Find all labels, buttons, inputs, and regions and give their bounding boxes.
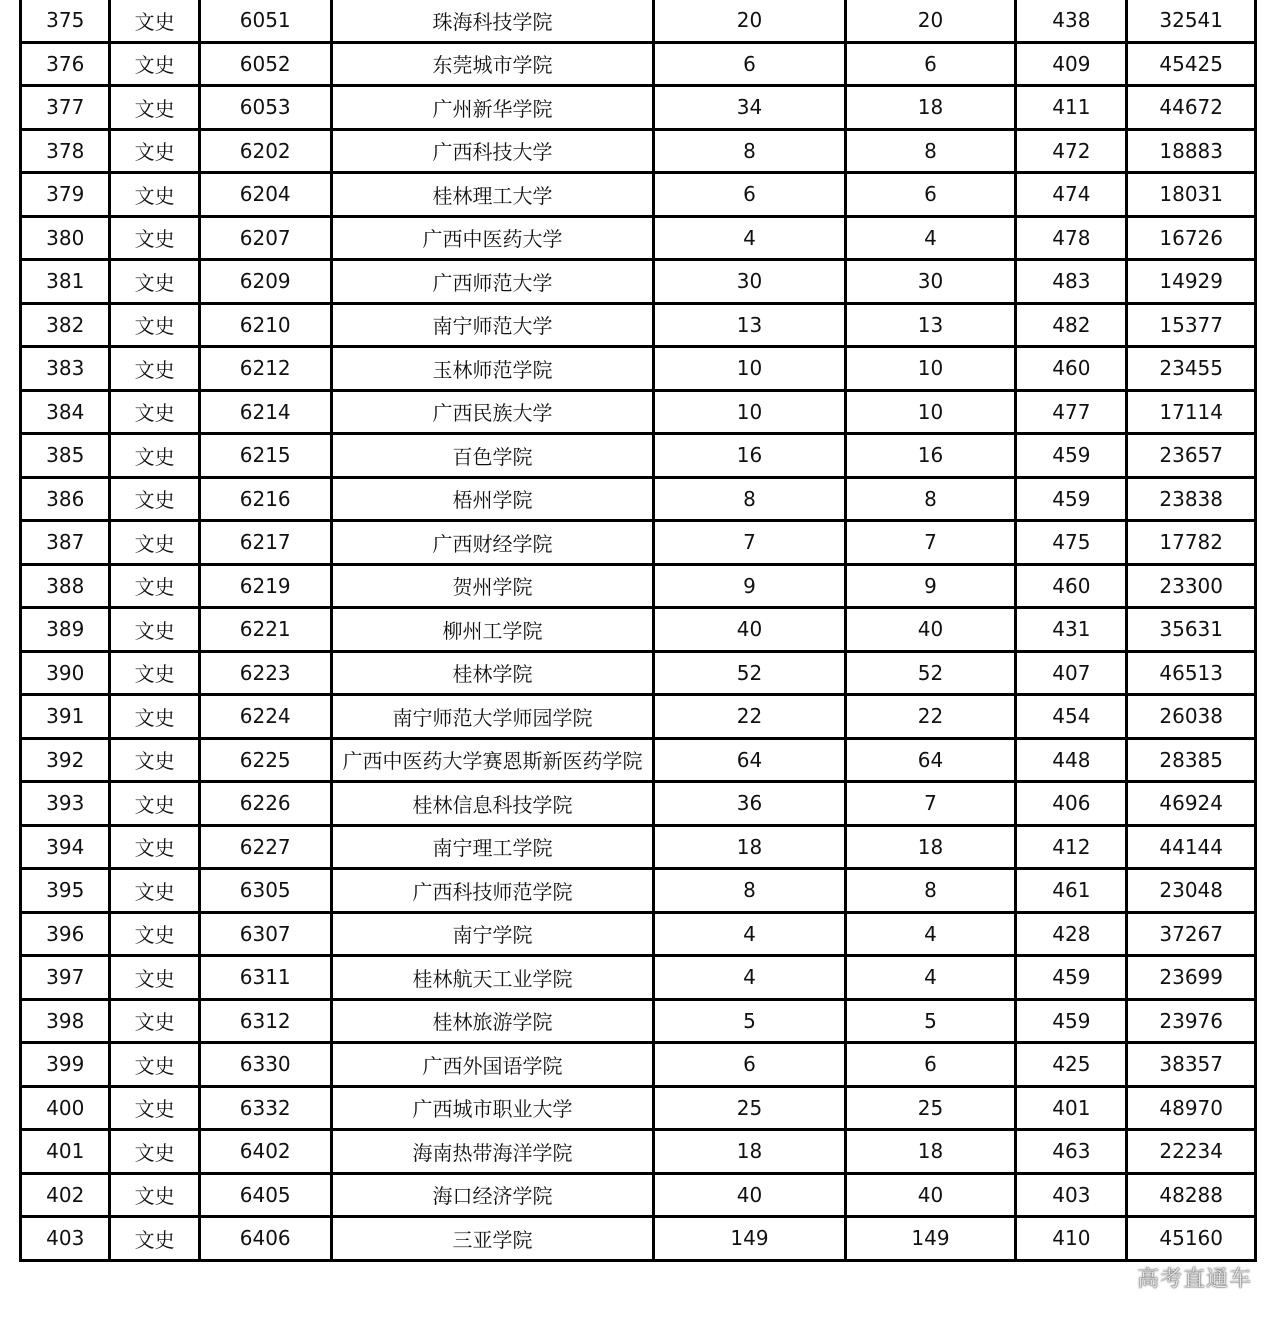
min-score-cell: 412 [1016,825,1127,869]
min-rank-cell: 16726 [1127,216,1256,260]
admitted-count-cell: 7 [845,782,1016,826]
admitted-count-cell: 4 [845,216,1016,260]
school-code-cell: 6223 [199,651,331,695]
school-name-cell: 南宁理工学院 [331,825,654,869]
table-row [21,521,1256,565]
min-score-cell: 459 [1016,477,1127,521]
min-score-cell: 406 [1016,782,1127,826]
category-cell: 文史 [110,477,199,521]
min-rank-cell: 32541 [1127,0,1256,42]
row-number-cell: 377 [21,86,110,130]
min-rank-cell: 14929 [1127,260,1256,304]
min-rank-cell: 44672 [1127,86,1256,130]
plan-count-cell: 7 [654,521,845,565]
row-number-cell: 380 [21,216,110,260]
plan-count-cell: 52 [654,651,845,695]
min-score-cell: 475 [1016,521,1127,565]
admitted-count-cell: 9 [845,564,1016,608]
plan-count-cell: 8 [654,129,845,173]
row-number-cell: 386 [21,477,110,521]
row-number-cell: 378 [21,129,110,173]
admitted-count-cell: 40 [845,1173,1016,1217]
admitted-count-cell: 6 [845,173,1016,217]
min-rank-cell: 18031 [1127,173,1256,217]
table-row [21,651,1256,695]
min-score-cell: 460 [1016,347,1127,391]
table-row [21,173,1256,217]
plan-count-cell: 20 [654,0,845,42]
school-code-cell: 6219 [199,564,331,608]
category-cell: 文史 [110,129,199,173]
school-name-cell: 南宁师范大学师园学院 [331,695,654,739]
table-row [21,129,1256,173]
min-score-cell: 459 [1016,434,1127,478]
category-cell: 文史 [110,0,199,42]
admitted-count-cell: 18 [845,86,1016,130]
school-code-cell: 6204 [199,173,331,217]
plan-count-cell: 40 [654,608,845,652]
table-row [21,42,1256,86]
plan-count-cell: 4 [654,956,845,1000]
min-score-cell: 438 [1016,0,1127,42]
row-number-cell: 387 [21,521,110,565]
school-code-cell: 6212 [199,347,331,391]
admitted-count-cell: 149 [845,1217,1016,1261]
admitted-count-cell: 30 [845,260,1016,304]
category-cell: 文史 [110,999,199,1043]
school-code-cell: 6210 [199,303,331,347]
min-score-cell: 410 [1016,1217,1127,1261]
table-row [21,999,1256,1043]
school-code-cell: 6406 [199,1217,331,1261]
school-code-cell: 6330 [199,1043,331,1087]
row-number-cell: 400 [21,1086,110,1130]
school-name-cell: 南宁学院 [331,912,654,956]
admitted-count-cell: 6 [845,42,1016,86]
plan-count-cell: 8 [654,477,845,521]
min-score-cell: 401 [1016,1086,1127,1130]
school-code-cell: 6221 [199,608,331,652]
table-row [21,738,1256,782]
watermark: 高考直通车 [1136,1267,1252,1292]
admitted-count-cell: 25 [845,1086,1016,1130]
school-name-cell: 东莞城市学院 [331,42,654,86]
row-number-cell: 394 [21,825,110,869]
school-name-cell: 海南热带海洋学院 [331,1130,654,1174]
school-name-cell: 桂林航天工业学院 [331,956,654,1000]
table-row [21,782,1256,826]
admitted-count-cell: 8 [845,477,1016,521]
min-score-cell: 459 [1016,956,1127,1000]
category-cell: 文史 [110,347,199,391]
min-score-cell: 431 [1016,608,1127,652]
table-row [21,825,1256,869]
min-score-cell: 454 [1016,695,1127,739]
school-code-cell: 6214 [199,390,331,434]
school-code-cell: 6217 [199,521,331,565]
min-rank-cell: 48288 [1127,1173,1256,1217]
school-code-cell: 6405 [199,1173,331,1217]
min-score-cell: 483 [1016,260,1127,304]
row-number-cell: 393 [21,782,110,826]
admitted-count-cell: 13 [845,303,1016,347]
min-score-cell: 425 [1016,1043,1127,1087]
category-cell: 文史 [110,260,199,304]
table-row [21,1217,1256,1261]
school-name-cell: 桂林学院 [331,651,654,695]
school-name-cell: 广西中医药大学 [331,216,654,260]
school-code-cell: 6216 [199,477,331,521]
row-number-cell: 385 [21,434,110,478]
category-cell: 文史 [110,608,199,652]
school-name-cell: 柳州工学院 [331,608,654,652]
min-rank-cell: 48970 [1127,1086,1256,1130]
plan-count-cell: 4 [654,912,845,956]
category-cell: 文史 [110,651,199,695]
school-name-cell: 广州新华学院 [331,86,654,130]
table-row [21,956,1256,1000]
admitted-count-cell: 8 [845,129,1016,173]
table-row [21,216,1256,260]
school-code-cell: 6053 [199,86,331,130]
min-score-cell: 407 [1016,651,1127,695]
min-rank-cell: 26038 [1127,695,1256,739]
row-number-cell: 396 [21,912,110,956]
category-cell: 文史 [110,1086,199,1130]
category-cell: 文史 [110,825,199,869]
table-row [21,869,1256,913]
admitted-count-cell: 64 [845,738,1016,782]
min-rank-cell: 23300 [1127,564,1256,608]
plan-count-cell: 16 [654,434,845,478]
school-name-cell: 桂林理工大学 [331,173,654,217]
min-score-cell: 459 [1016,999,1127,1043]
table-row [21,1086,1256,1130]
plan-count-cell: 40 [654,1173,845,1217]
min-rank-cell: 37267 [1127,912,1256,956]
school-name-cell: 南宁师范大学 [331,303,654,347]
admitted-count-cell: 7 [845,521,1016,565]
plan-count-cell: 34 [654,86,845,130]
table-body [21,0,1256,1260]
row-number-cell: 403 [21,1217,110,1261]
school-name-cell: 桂林旅游学院 [331,999,654,1043]
admitted-count-cell: 52 [845,651,1016,695]
row-number-cell: 384 [21,390,110,434]
min-rank-cell: 15377 [1127,303,1256,347]
school-code-cell: 6226 [199,782,331,826]
min-score-cell: 460 [1016,564,1127,608]
category-cell: 文史 [110,521,199,565]
table-row [21,86,1256,130]
min-rank-cell: 45425 [1127,42,1256,86]
min-score-cell: 461 [1016,869,1127,913]
plan-count-cell: 10 [654,347,845,391]
plan-count-cell: 5 [654,999,845,1043]
min-score-cell: 403 [1016,1173,1127,1217]
min-rank-cell: 23048 [1127,869,1256,913]
table-row [21,390,1256,434]
plan-count-cell: 6 [654,173,845,217]
table-row [21,912,1256,956]
row-number-cell: 382 [21,303,110,347]
min-score-cell: 474 [1016,173,1127,217]
min-score-cell: 448 [1016,738,1127,782]
school-code-cell: 6227 [199,825,331,869]
category-cell: 文史 [110,173,199,217]
min-rank-cell: 23657 [1127,434,1256,478]
school-name-cell: 三亚学院 [331,1217,654,1261]
row-number-cell: 389 [21,608,110,652]
min-score-cell: 411 [1016,86,1127,130]
category-cell: 文史 [110,1217,199,1261]
min-score-cell: 428 [1016,912,1127,956]
min-rank-cell: 22234 [1127,1130,1256,1174]
category-cell: 文史 [110,695,199,739]
min-rank-cell: 23976 [1127,999,1256,1043]
min-rank-cell: 23455 [1127,347,1256,391]
school-name-cell: 海口经济学院 [331,1173,654,1217]
plan-count-cell: 64 [654,738,845,782]
school-code-cell: 6332 [199,1086,331,1130]
school-code-cell: 6312 [199,999,331,1043]
row-number-cell: 379 [21,173,110,217]
table-row [21,347,1256,391]
category-cell: 文史 [110,956,199,1000]
plan-count-cell: 8 [654,869,845,913]
school-code-cell: 6209 [199,260,331,304]
admitted-count-cell: 40 [845,608,1016,652]
admitted-count-cell: 22 [845,695,1016,739]
min-rank-cell: 17782 [1127,521,1256,565]
table-row [21,1043,1256,1087]
admitted-count-cell: 16 [845,434,1016,478]
plan-count-cell: 13 [654,303,845,347]
min-rank-cell: 35631 [1127,608,1256,652]
school-code-cell: 6225 [199,738,331,782]
category-cell: 文史 [110,434,199,478]
min-rank-cell: 18883 [1127,129,1256,173]
min-rank-cell: 28385 [1127,738,1256,782]
table-row [21,477,1256,521]
school-code-cell: 6307 [199,912,331,956]
plan-count-cell: 149 [654,1217,845,1261]
school-name-cell: 广西中医药大学赛恩斯新医药学院 [331,738,654,782]
school-code-cell: 6202 [199,129,331,173]
school-name-cell: 广西外国语学院 [331,1043,654,1087]
row-number-cell: 398 [21,999,110,1043]
plan-count-cell: 6 [654,1043,845,1087]
table-row [21,260,1256,304]
row-number-cell: 399 [21,1043,110,1087]
school-name-cell: 百色学院 [331,434,654,478]
min-rank-cell: 38357 [1127,1043,1256,1087]
category-cell: 文史 [110,42,199,86]
min-score-cell: 472 [1016,129,1127,173]
row-number-cell: 401 [21,1130,110,1174]
table-row [21,695,1256,739]
row-number-cell: 391 [21,695,110,739]
min-rank-cell: 44144 [1127,825,1256,869]
admitted-count-cell: 4 [845,956,1016,1000]
table-row [21,608,1256,652]
min-score-cell: 409 [1016,42,1127,86]
admitted-count-cell: 8 [845,869,1016,913]
category-cell: 文史 [110,782,199,826]
min-score-cell: 477 [1016,390,1127,434]
admitted-count-cell: 5 [845,999,1016,1043]
school-name-cell: 玉林师范学院 [331,347,654,391]
min-score-cell: 482 [1016,303,1127,347]
school-code-cell: 6051 [199,0,331,42]
row-number-cell: 392 [21,738,110,782]
category-cell: 文史 [110,738,199,782]
admitted-count-cell: 4 [845,912,1016,956]
row-number-cell: 402 [21,1173,110,1217]
category-cell: 文史 [110,1173,199,1217]
plan-count-cell: 18 [654,1130,845,1174]
category-cell: 文史 [110,390,199,434]
school-name-cell: 广西师范大学 [331,260,654,304]
category-cell: 文史 [110,86,199,130]
min-score-cell: 463 [1016,1130,1127,1174]
plan-count-cell: 6 [654,42,845,86]
row-number-cell: 376 [21,42,110,86]
min-rank-cell: 23699 [1127,956,1256,1000]
category-cell: 文史 [110,912,199,956]
table-row [21,0,1256,42]
min-rank-cell: 23838 [1127,477,1256,521]
plan-count-cell: 9 [654,564,845,608]
school-code-cell: 6215 [199,434,331,478]
min-rank-cell: 46513 [1127,651,1256,695]
admitted-count-cell: 20 [845,0,1016,42]
row-number-cell: 397 [21,956,110,1000]
category-cell: 文史 [110,564,199,608]
admitted-count-cell: 6 [845,1043,1016,1087]
admission-table [19,0,1257,1262]
plan-count-cell: 22 [654,695,845,739]
school-name-cell: 广西城市职业大学 [331,1086,654,1130]
plan-count-cell: 18 [654,825,845,869]
school-code-cell: 6402 [199,1130,331,1174]
admitted-count-cell: 18 [845,825,1016,869]
school-name-cell: 广西财经学院 [331,521,654,565]
table-row [21,1173,1256,1217]
school-name-cell: 广西民族大学 [331,390,654,434]
row-number-cell: 390 [21,651,110,695]
plan-count-cell: 25 [654,1086,845,1130]
school-name-cell: 广西科技师范学院 [331,869,654,913]
school-name-cell: 桂林信息科技学院 [331,782,654,826]
min-score-cell: 478 [1016,216,1127,260]
min-rank-cell: 17114 [1127,390,1256,434]
school-code-cell: 6207 [199,216,331,260]
category-cell: 文史 [110,1043,199,1087]
category-cell: 文史 [110,303,199,347]
school-name-cell: 珠海科技学院 [331,0,654,42]
school-name-cell: 广西科技大学 [331,129,654,173]
row-number-cell: 383 [21,347,110,391]
row-number-cell: 375 [21,0,110,42]
row-number-cell: 388 [21,564,110,608]
table-row [21,1130,1256,1174]
school-code-cell: 6305 [199,869,331,913]
school-code-cell: 6224 [199,695,331,739]
category-cell: 文史 [110,1130,199,1174]
table-row [21,303,1256,347]
plan-count-cell: 30 [654,260,845,304]
min-rank-cell: 45160 [1127,1217,1256,1261]
school-code-cell: 6311 [199,956,331,1000]
admitted-count-cell: 10 [845,390,1016,434]
category-cell: 文史 [110,869,199,913]
table-row [21,434,1256,478]
min-rank-cell: 46924 [1127,782,1256,826]
row-number-cell: 381 [21,260,110,304]
row-number-cell: 395 [21,869,110,913]
plan-count-cell: 10 [654,390,845,434]
category-cell: 文史 [110,216,199,260]
table-row [21,564,1256,608]
admitted-count-cell: 10 [845,347,1016,391]
admitted-count-cell: 18 [845,1130,1016,1174]
plan-count-cell: 4 [654,216,845,260]
school-name-cell: 梧州学院 [331,477,654,521]
school-code-cell: 6052 [199,42,331,86]
school-name-cell: 贺州学院 [331,564,654,608]
plan-count-cell: 36 [654,782,845,826]
